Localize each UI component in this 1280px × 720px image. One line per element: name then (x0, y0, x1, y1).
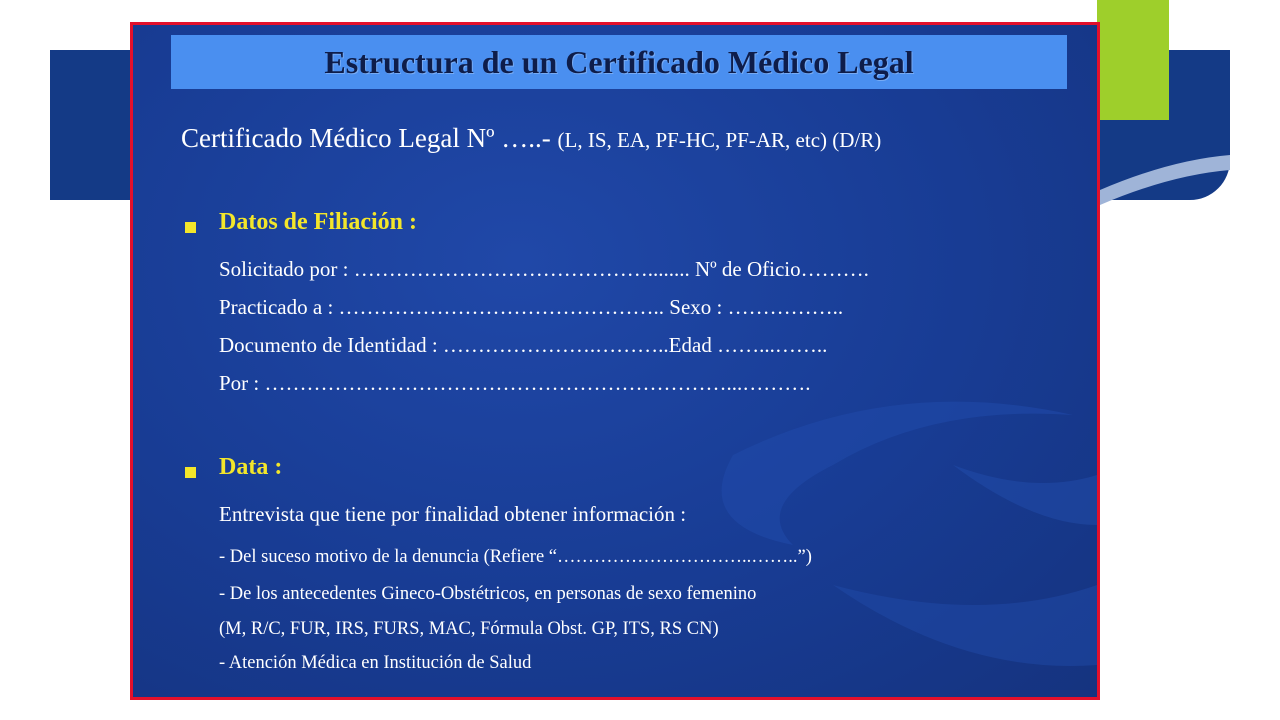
certificate-line-main: Certificado Médico Legal Nº …..- (181, 123, 558, 153)
field-line-documento: Documento de Identidad : ………………….………..Edad ……...…….. (219, 333, 828, 357)
bullet-icon (185, 467, 196, 478)
field-line-solicitado: Solicitado por : ……………………………………........ Nº de Oficio………. (219, 257, 869, 281)
data-item-abreviaturas: (M, R/C, FUR, IRS, FURS, MAC, Fórmula Obst. GP, ITS, RS CN) (219, 619, 719, 639)
data-item-suceso: - Del suceso motivo de la denuncia (Refiere “…………………………..……..”) (219, 547, 812, 567)
field-line-por: Por : …………………………………………………………...………. (219, 371, 811, 395)
slide-image (130, 22, 1100, 700)
field-line-practicado: Practicado a : ……………………………………….. Sexo : …………….. (219, 295, 844, 319)
accent-rectangle (1097, 0, 1169, 120)
section-heading-filiacion: Datos de Filiación : (219, 209, 417, 235)
bullet-icon (185, 222, 196, 233)
title-bar (171, 35, 1067, 89)
data-item-antecedentes: - De los antecedentes Gineco-Obstétricos, en personas de sexo femenino (219, 584, 757, 604)
section-heading-data: Data : (219, 454, 283, 480)
data-intro: Entrevista que tiene por finalidad obtener información : (219, 502, 687, 526)
certificate-line (181, 123, 881, 154)
slide-title: Estructura de un Certificado Médico Legal (324, 43, 914, 80)
background-swoosh (1100, 150, 1230, 205)
certificate-line-types: (L, IS, EA, PF-HC, PF-AR, etc) (D/R) (557, 128, 882, 152)
data-item-atencion: - Atención Médica en Institución de Salud (219, 653, 532, 673)
